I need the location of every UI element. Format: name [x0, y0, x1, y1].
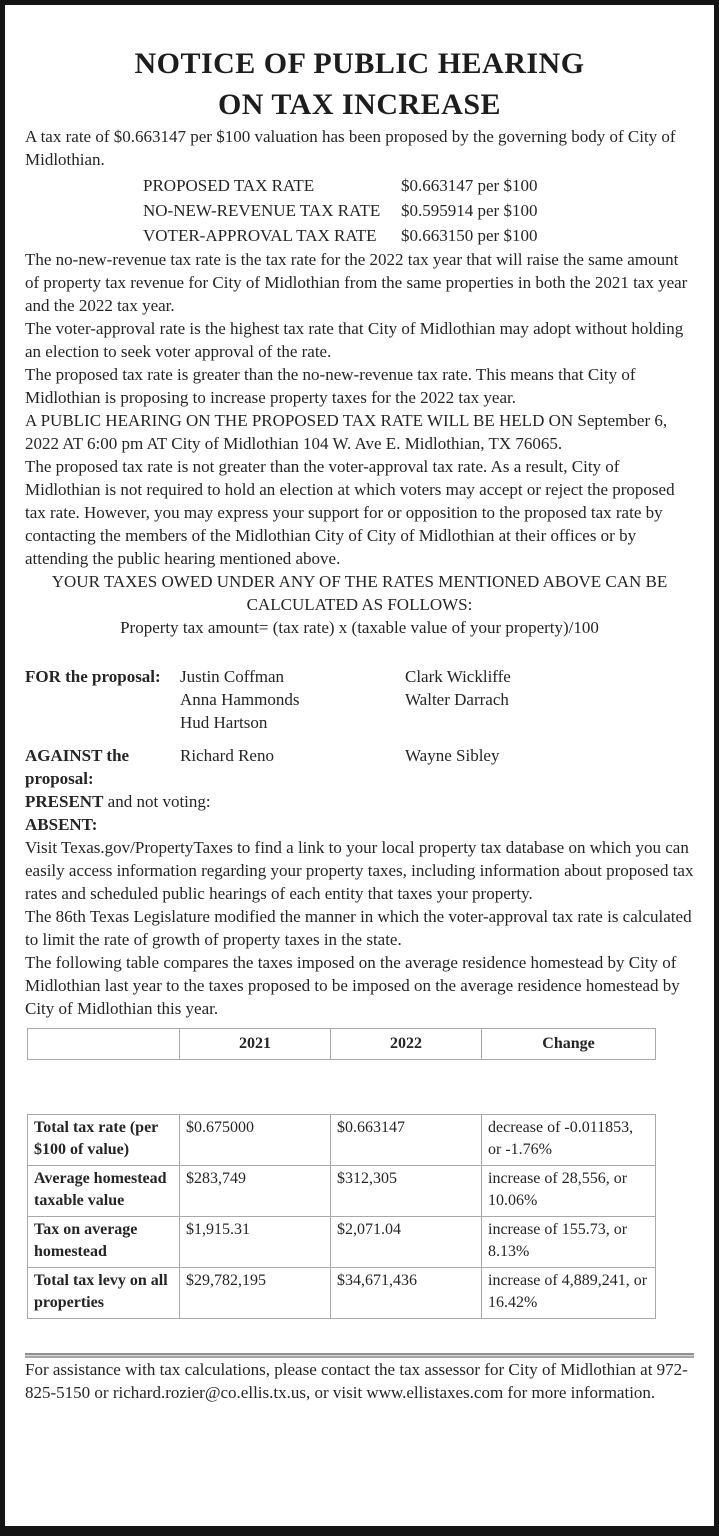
cell-2022: $34,671,436 — [331, 1268, 482, 1319]
for-label: FOR the proposal: — [25, 667, 161, 686]
present-label: PRESENT — [25, 792, 104, 811]
absent-label: ABSENT: — [25, 815, 98, 834]
cell-change: increase of 4,889,241, or 16.42% — [482, 1268, 656, 1319]
table-row — [28, 1166, 656, 1217]
against-label: AGAINST the proposal: — [25, 746, 130, 788]
paragraph-public-hearing: A PUBLIC HEARING ON THE PROPOSED TAX RATE WILL BE HELD ON September 6, 2022 AT 6:00 pm AT City of Midlothian 104 W. Ave E. Midlothian, TX 76065. — [25, 411, 668, 453]
footer-contact-paragraph: For assistance with tax calculations, please contact the tax assessor for City of Midlothian at 972-825-5150 or richard.rozier@co.ellis.tx.us, or visit www.ellistaxes.com for more information. — [25, 1360, 688, 1402]
page-title — [25, 43, 694, 125]
comparison-table-body — [27, 1114, 656, 1319]
vote-row-against — [25, 744, 694, 790]
against-names-column2 — [405, 744, 694, 767]
page-title-line1: NOTICE OF PUBLIC HEARING — [134, 47, 585, 80]
cell-2021: $29,782,195 — [180, 1268, 331, 1319]
page-title-line2: ON TAX INCREASE — [217, 88, 502, 121]
voter-name: Justin Coffman — [180, 667, 285, 686]
tax-rate-list — [25, 173, 694, 248]
cell-2022: $0.663147 — [331, 1115, 482, 1166]
rate-row-no-new-revenue — [25, 198, 694, 223]
against-names-column1 — [180, 744, 405, 767]
voter-name: Richard Reno — [180, 746, 274, 765]
row-label-total-tax-rate: Total tax rate (per $100 of value) — [28, 1115, 180, 1166]
row-label-total-tax-levy: Total tax levy on all properties — [28, 1268, 180, 1319]
paragraph-table-intro: The following table compares the taxes imposed on the average residence homestead by City of Midlothian last year to the taxes proposed to be imposed on the average residence homestead by City of Midlothian this year. — [25, 953, 680, 1018]
paragraph-visit-texas-gov: Visit Texas.gov/PropertyTaxes to find a link to your local property tax database on which you can easily access information regarding your property taxes, including information about proposed tax rates and scheduled public hearings of each entity that taxes your property. — [25, 838, 694, 903]
rate-label: NO-NEW-REVENUE TAX RATE — [143, 201, 381, 220]
notice-content — [5, 5, 714, 1404]
voter-name: Hud Hartson — [180, 713, 268, 732]
paragraph-legislature: The 86th Texas Legislature modified the manner in which the voter-approval tax rate is calculated to limit the rate of growth of property taxes in the state. — [25, 907, 692, 949]
cell-2021: $1,915.31 — [180, 1217, 331, 1268]
table-row — [28, 1115, 656, 1166]
voter-name: Wayne Sibley — [405, 746, 500, 765]
vote-row-for — [25, 665, 694, 734]
header-change: Change — [482, 1029, 656, 1060]
for-names-column1 — [180, 665, 405, 734]
cell-2022: $2,071.04 — [331, 1217, 482, 1268]
cell-2022: $312,305 — [331, 1166, 482, 1217]
cell-2021: $0.675000 — [180, 1115, 331, 1166]
cell-change: increase of 155.73, or 8.13% — [482, 1217, 656, 1268]
for-names-column2 — [405, 665, 694, 711]
vote-record — [25, 665, 694, 836]
rate-label: VOTER-APPROVAL TAX RATE — [143, 226, 377, 245]
header-blank — [28, 1029, 180, 1060]
absent-line — [25, 813, 694, 836]
table-row — [28, 1217, 656, 1268]
header-2021: 2021 — [180, 1029, 331, 1060]
rate-row-proposed — [25, 173, 694, 198]
cell-2021: $283,749 — [180, 1166, 331, 1217]
voter-name: Anna Hammonds — [180, 690, 300, 709]
row-label-tax-on-avg-homestead: Tax on average homestead — [28, 1217, 180, 1268]
paragraph-voter-approval: The voter-approval rate is the highest tax rate that City of Midlothian may adopt without holding an election to seek voter approval of the rate. — [25, 319, 684, 361]
table-row — [28, 1268, 656, 1319]
present-rest: and not voting: — [103, 792, 211, 811]
formula-line: Property tax amount= (tax rate) x (taxable value of your property)/100 — [120, 618, 599, 637]
voter-name: Walter Darrach — [405, 690, 509, 709]
paragraph-not-greater: The proposed tax rate is not greater than the voter-approval tax rate. As a result, City of Midlothian is not required to hold an election at which voters may accept or reject the proposed tax rate. However, you may express your support for or opposition to the proposed tax rate by contacting the members of the Midlothian City of City of Midlothian at their offices or by attending the public hearing mentioned above. — [25, 457, 675, 568]
paragraph-taxes-owed: YOUR TAXES OWED UNDER ANY OF THE RATES MENTIONED ABOVE CAN BE CALCULATED AS FOLLOWS: — [51, 572, 668, 614]
intro-paragraph: A tax rate of $0.663147 per $100 valuation has been proposed by the governing body of City of Midlothian. — [25, 127, 676, 169]
row-label-avg-homestead-value: Average homestead taxable value — [28, 1166, 180, 1217]
paragraph-proposed-greater: The proposed tax rate is greater than the no-new-revenue tax rate. This means that City of Midlothian is proposing to increase property taxes for the 2022 tax year. — [25, 365, 636, 407]
paragraph-no-new-revenue: The no-new-revenue tax rate is the tax rate for the 2022 tax year that will raise the same amount of property tax revenue for City of Midlothian from the same properties in both the 2021 tax year and the 2022 tax year. — [25, 250, 688, 315]
cell-change: decrease of -0.011853, or -1.76% — [482, 1115, 656, 1166]
rate-value: $0.663147 per $100 — [401, 176, 538, 195]
cell-change: increase of 28,556, or 10.06% — [482, 1166, 656, 1217]
voter-name: Clark Wickliffe — [405, 667, 511, 686]
present-line — [25, 790, 694, 813]
header-2022: 2022 — [331, 1029, 482, 1060]
rate-label: PROPOSED TAX RATE — [143, 176, 315, 195]
rate-value: $0.595914 per $100 — [401, 201, 538, 220]
rate-row-voter-approval — [25, 223, 694, 248]
comparison-table-header — [27, 1028, 656, 1060]
rate-value: $0.663150 per $100 — [401, 226, 538, 245]
